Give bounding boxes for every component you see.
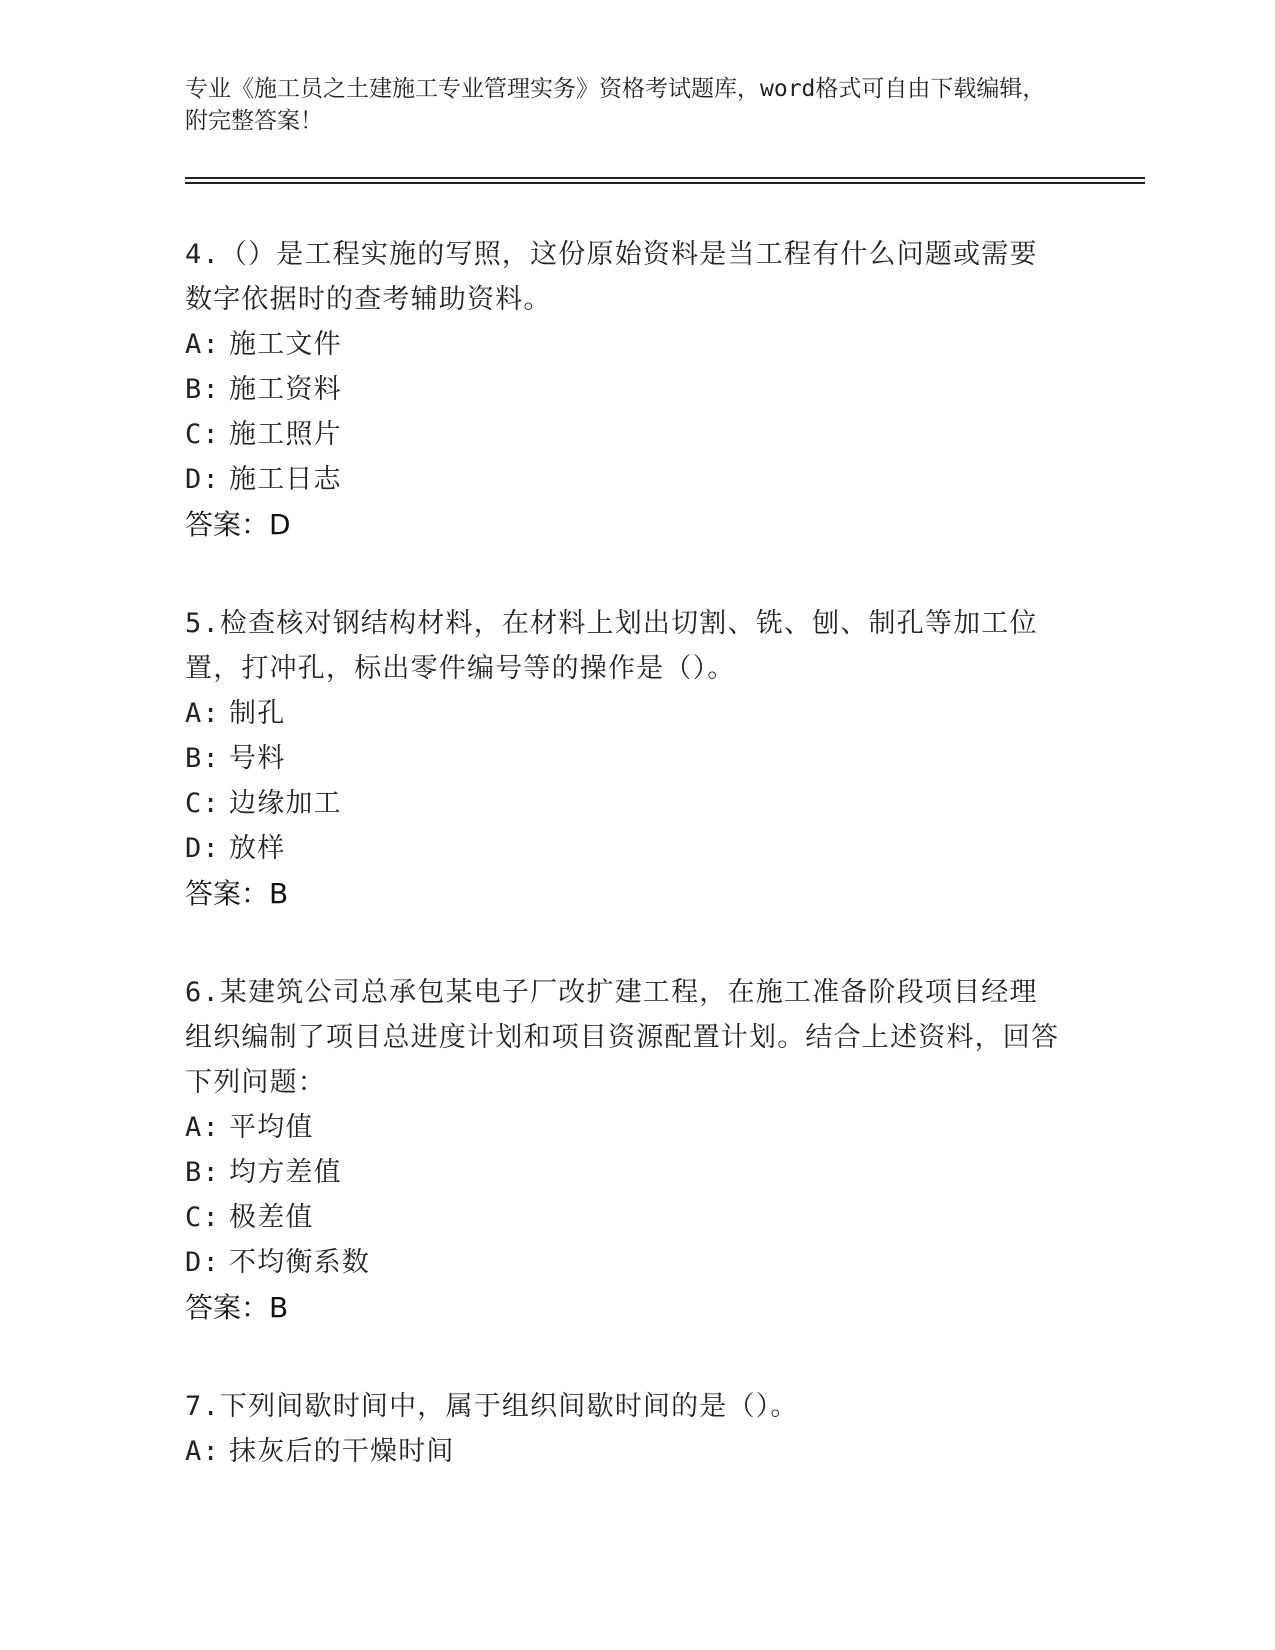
option-text: 施工资料 — [229, 374, 342, 405]
option-d — [185, 1240, 1065, 1285]
document-header: 专业《施工员之土建施工专业管理实务》资格考试题库，word格式可自由下载编辑，附完整答案！ — [185, 76, 1046, 134]
option-c — [185, 781, 1065, 826]
option-letter: A: — [185, 329, 220, 360]
question-stem: 4.（）是工程实施的写照，这份原始资料是当工程有什么问题或需要数字依据时的查考辅助资料。 — [185, 239, 1038, 315]
option-text: 极差值 — [229, 1202, 314, 1233]
option-letter: B: — [185, 743, 220, 774]
option-a — [185, 1105, 1065, 1150]
option-b — [185, 1150, 1065, 1195]
option-letter: B: — [185, 1157, 220, 1188]
question-5 — [185, 601, 1065, 916]
answer-line: 答案：D — [185, 508, 291, 541]
option-a — [185, 322, 1065, 367]
option-a — [185, 1429, 1065, 1474]
option-a — [185, 691, 1065, 736]
question-stem: 7.下列间歇时间中，属于组织间歇时间的是（）。 — [185, 1391, 799, 1422]
option-letter: C: — [185, 1202, 220, 1233]
question-list — [185, 232, 1065, 1528]
option-text: 号料 — [229, 743, 286, 774]
header-divider-bottom — [185, 182, 1145, 184]
option-text: 抹灰后的干燥时间 — [229, 1436, 455, 1467]
question-4 — [185, 232, 1065, 547]
option-text: 均方差值 — [229, 1157, 342, 1188]
answer-line: 答案：B — [185, 1291, 289, 1324]
option-text: 制孔 — [229, 698, 286, 729]
option-letter: A: — [185, 698, 220, 729]
question-6 — [185, 970, 1065, 1330]
option-letter: D: — [185, 833, 220, 864]
option-text: 不均衡系数 — [229, 1247, 370, 1278]
option-text: 施工日志 — [229, 464, 342, 495]
option-d — [185, 826, 1065, 871]
option-letter: D: — [185, 464, 220, 495]
option-letter: A: — [185, 1112, 220, 1143]
answer-line: 答案：B — [185, 877, 289, 910]
question-7 — [185, 1384, 1065, 1474]
option-b — [185, 367, 1065, 412]
option-c — [185, 1195, 1065, 1240]
question-stem: 6.某建筑公司总承包某电子厂改扩建工程，在施工准备阶段项目经理组织编制了项目总进度计划和项目资源配置计划。结合上述资料，回答下列问题： — [185, 977, 1060, 1098]
option-letter: B: — [185, 374, 220, 405]
option-letter: C: — [185, 419, 220, 450]
header-divider-top — [185, 177, 1145, 179]
option-text: 施工照片 — [229, 419, 342, 450]
option-text: 放样 — [229, 833, 286, 864]
option-letter: A: — [185, 1436, 220, 1467]
option-text: 平均值 — [229, 1112, 314, 1143]
option-text: 施工文件 — [229, 329, 342, 360]
option-text: 边缘加工 — [229, 788, 342, 819]
option-c — [185, 412, 1065, 457]
option-letter: D: — [185, 1247, 220, 1278]
question-stem: 5.检查核对钢结构材料，在材料上划出切割、铣、刨、制孔等加工位置，打冲孔，标出零件编号等的操作是（）。 — [185, 608, 1038, 684]
option-d — [185, 457, 1065, 502]
option-b — [185, 736, 1065, 781]
option-letter: C: — [185, 788, 220, 819]
